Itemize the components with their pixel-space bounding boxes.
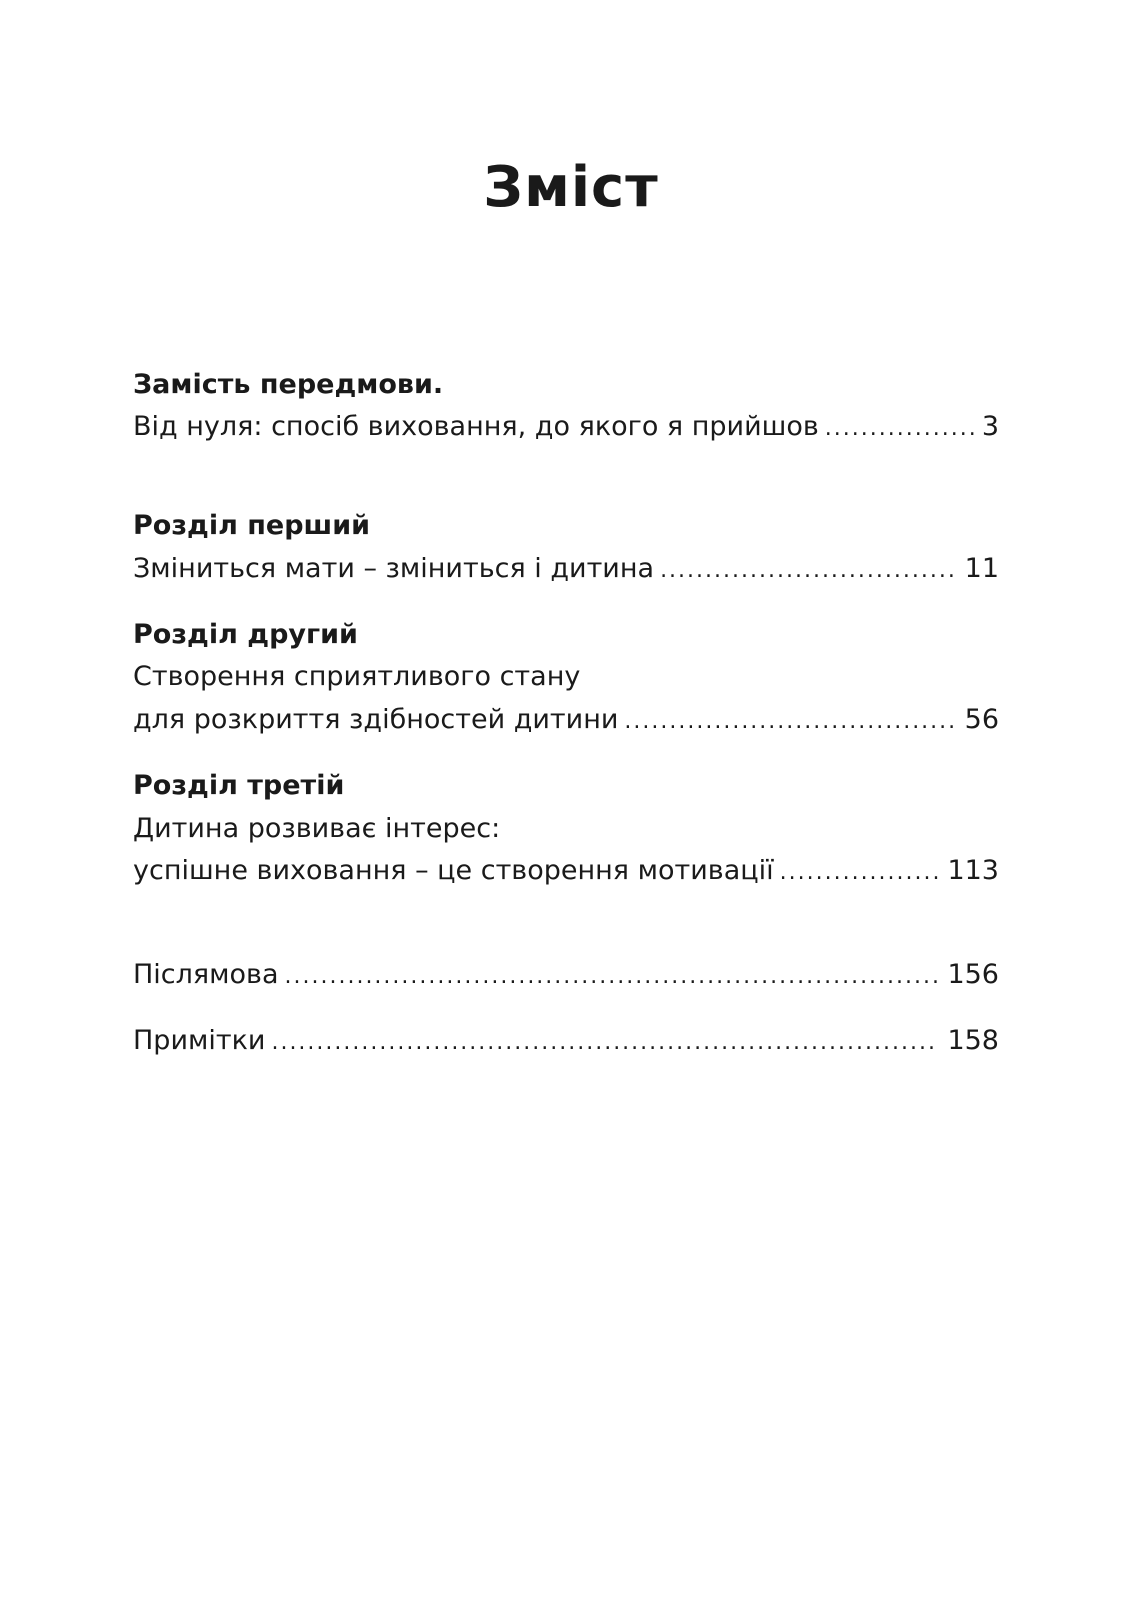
- toc-entry-title: Післямова: [133, 959, 279, 990]
- toc-page-number: 158: [947, 1025, 999, 1056]
- toc-entry-chapter2-line1: [133, 657, 999, 697]
- toc-entry-chapter3-line1: [133, 809, 999, 849]
- toc-entry-title: Створення сприятливого стану: [133, 661, 581, 692]
- dot-leader: [285, 957, 940, 997]
- toc-entry-notes[interactable]: [133, 1021, 999, 1061]
- toc-entry-title: Примітки: [133, 1025, 266, 1056]
- toc-chapter1-heading: Розділ перший: [133, 510, 371, 541]
- toc-entry-title: Від нуля: спосіб виховання, до якого я прийшов: [133, 411, 819, 442]
- toc-page-number: 11: [964, 553, 999, 584]
- toc-page-number: 56: [964, 704, 999, 735]
- dot-leader: [624, 702, 956, 742]
- toc-entry-chapter2[interactable]: [133, 700, 999, 740]
- toc-entry-title: Зміниться мати – зміниться і дитина: [133, 553, 655, 584]
- toc-chapter3-heading: Розділ третій: [133, 770, 345, 801]
- toc-entry-afterword[interactable]: [133, 955, 999, 995]
- dot-leader: [825, 409, 974, 449]
- dot-leader: [271, 1023, 939, 1063]
- toc-entry-title: Дитина розвиває інтерес:: [133, 813, 501, 844]
- toc-preface-heading: Замість передмови.: [133, 369, 444, 400]
- toc-entry-chapter3[interactable]: [133, 851, 999, 891]
- toc-page-number: 3: [981, 411, 999, 442]
- toc-entry-chapter1[interactable]: [133, 549, 999, 589]
- page-title: Зміст: [483, 155, 659, 220]
- toc-entry-title: успішне виховання – це створення мотивації: [133, 855, 774, 886]
- toc-page-number: 156: [947, 959, 999, 990]
- toc-entry-title: для розкриття здібностей дитини: [133, 704, 619, 735]
- toc-entry-preface[interactable]: [133, 407, 999, 447]
- toc-chapter2-heading: Розділ другий: [133, 619, 358, 650]
- dot-leader: [660, 551, 957, 591]
- dot-leader: [780, 853, 940, 893]
- toc-page-number: 113: [947, 855, 999, 886]
